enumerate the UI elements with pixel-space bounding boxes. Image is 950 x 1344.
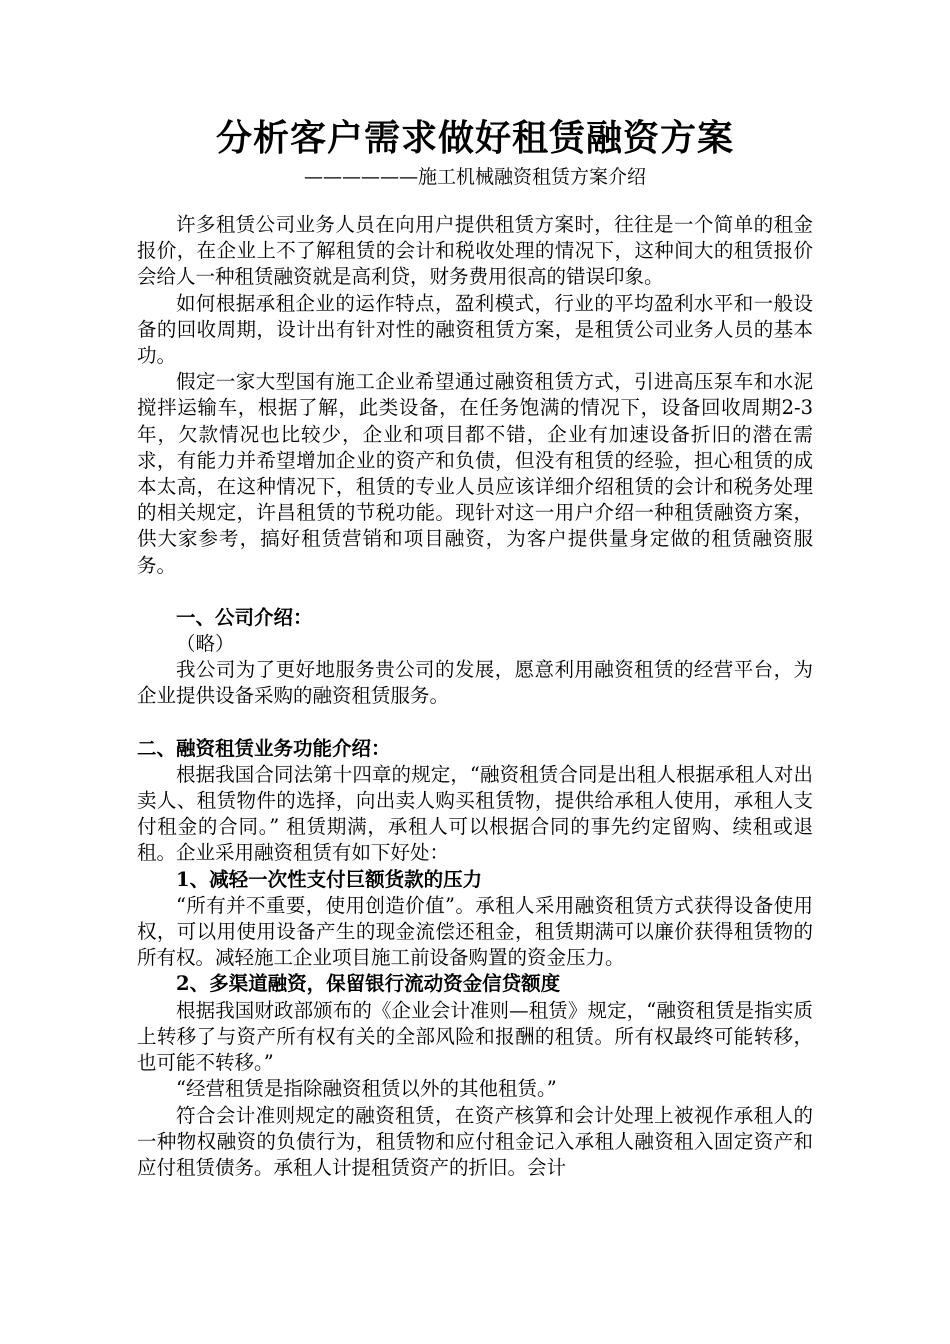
section2-body: 根据我国合同法第十四章的规定，“融资租赁合同是出租人根据承租人对出卖人、租赁物件的选择，向出卖人购买租赁物，提供给承租人使用，承租人支付租金的合同。” 租赁期满，承租人可以根据合同的事先约定留购、续租或退租。企业采用融资租赁有如下好处： — [137, 762, 813, 865]
spacer — [137, 579, 813, 605]
point2-body-1: 根据我国财政部颁布的《企业会计准则—租赁》规定，“融资租赁是指实质上转移了与资产所有权有关的全部风险和报酬的租赁。所有权最终可能转移，也可能不转移。” — [137, 998, 813, 1075]
point1-body: “所有并不重要，使用创造价值”。承租人采用融资租赁方式获得设备使用权，可以用使用设备产生的现金流偿还租金，租赁期满可以廉价获得租赁物的所有权。减轻施工企业项目施工前设备购置的资金压力。 — [137, 893, 813, 970]
intro-paragraph-2: 如何根据承租企业的运作特点，盈利模式，行业的平均盈利水平和一般设备的回收周期，设计出有针对性的融资租赁方案，是租赁公司业务人员的基本功。 — [137, 291, 813, 368]
point2-body-3: 符合会计准则规定的融资租赁，在资产核算和会计处理上被视作承租人的一种物权融资的负债行为，租赁物和应付租金记入承租人融资租入固定资产和应付租赁债务。承租人计提租赁资产的折旧。会计 — [137, 1103, 813, 1179]
section1-heading: 一、公司介绍： — [176, 605, 313, 629]
section1-body: 我公司为了更好地服务贵公司的发展，愿意利用融资租赁的经营平台，为企业提供设备采购的融资租赁服务。 — [137, 658, 813, 708]
point1-heading: 1、减轻一次性支付巨额货款的压力 — [176, 867, 483, 891]
intro-paragraph-3: 假定一家大型国有施工企业希望通过融资租赁方式，引进高压泵车和水泥搅拌运输车，根据了解，此类设备，在任务饱满的情况下，设备回收周期2-3年，欠款情况也比较少，企业和项目都不错，企业有加速设备折旧的潜在需求，有能力并希望增加企业的资产和负债，但没有租赁的经验，担心租赁的成本太高，在这种情况下，租赁的专业人员应该详细介绍租赁的会计和税务处理的相关规定，许昌租赁的节税功能。现针对这一用户介绍一种租赁融资方案，供大家参考，搞好租赁营销和项目融资，为客户提供量身定做的租赁融资服务。 — [137, 370, 813, 577]
section1-note: （略） — [176, 632, 235, 656]
section2-heading: 二、融资租赁业务功能介绍： — [137, 736, 391, 760]
point2-body-2: “经营租赁是指除融资租赁以外的其他租赁。” — [176, 1077, 557, 1101]
document-title: 分析客户需求做好租赁融资方案 — [215, 117, 734, 159]
intro-paragraph-1: 许多租赁公司业务人员在向用户提供租赁方案时，往往是一个简单的租金报价，在企业上不了解租赁的会计和税收处理的情况下，这种间大的租赁报价会给人一种租赁融资就是高利贷，财务费用很高的错误印象。 — [137, 213, 813, 289]
document-page — [137, 112, 813, 1181]
spacer — [137, 710, 813, 736]
point2-heading: 2、多渠道融资，保留银行流动资金信贷额度 — [176, 972, 561, 996]
document-subtitle: ——————施工机械融资租赁方案介绍 — [303, 166, 646, 188]
